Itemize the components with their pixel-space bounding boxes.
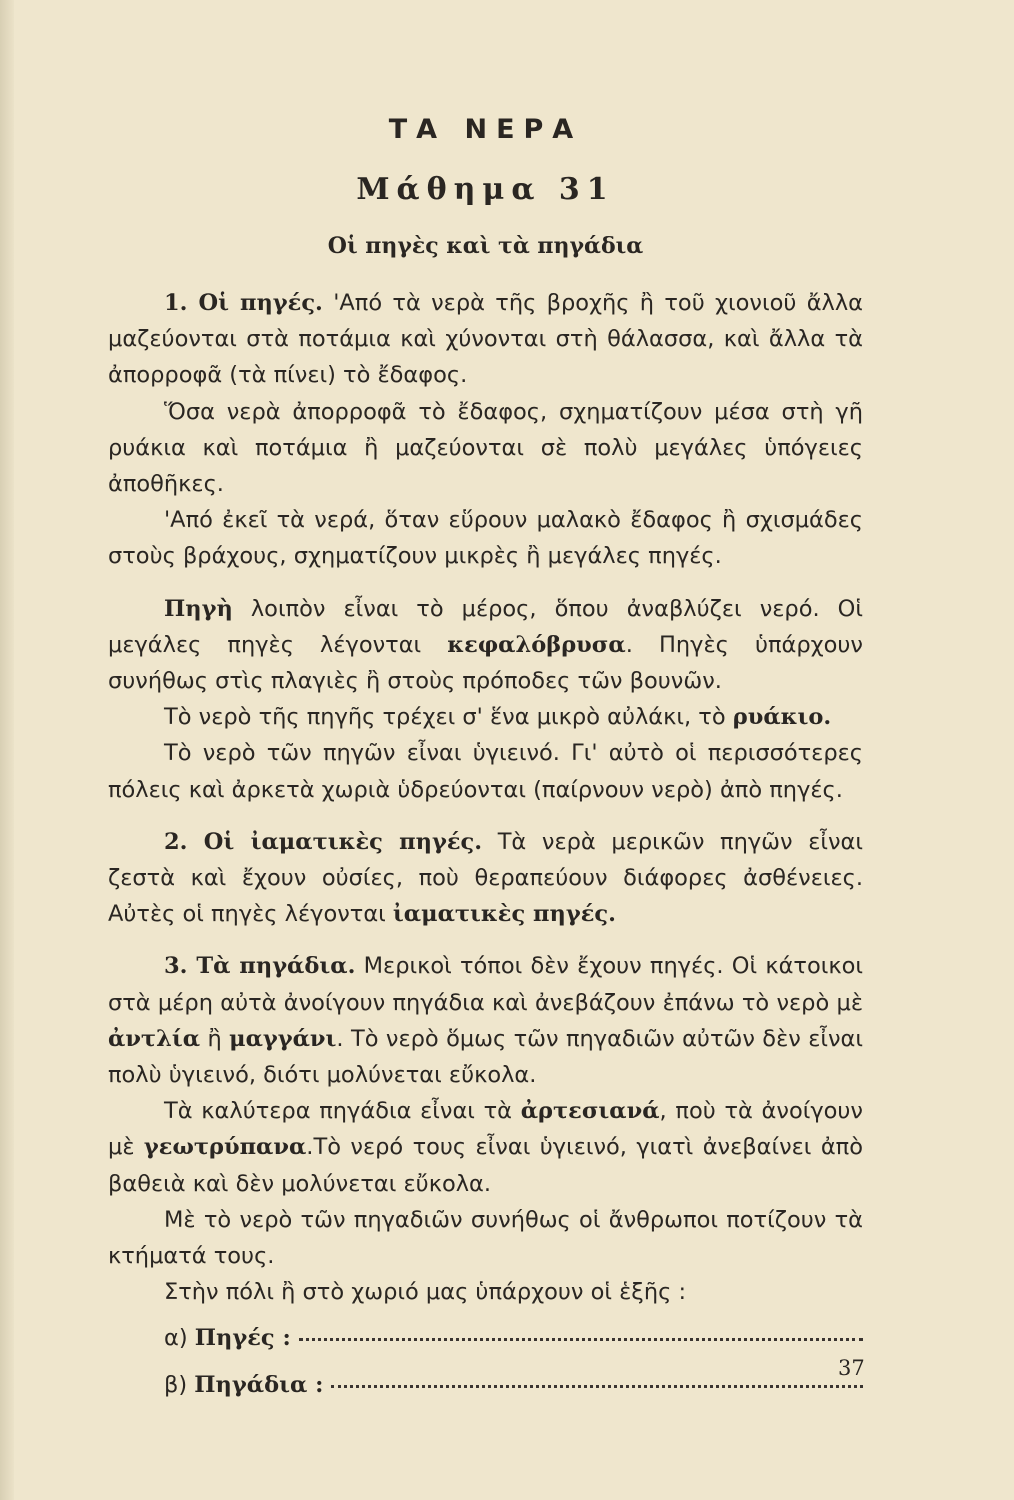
section1-p4 — [108, 591, 863, 700]
section-title: ΤΑ ΝΕΡΑ — [388, 114, 583, 145]
section1-text: 'Από τὰ νερὰ τῆς βροχῆς ἢ τοῦ χιονιοῦ ἄλλα μαζεύονται στὰ ποτάμια καὶ χύνονται στὴ θάλασσα, καὶ ἄλλα τὰ ἀπορροφᾶ (τὰ πίνει) τὸ ἔδαφος. — [108, 290, 863, 389]
exercise-b-prefix: β) — [164, 1371, 188, 1398]
lesson-subtitle: Οἱ πηγὲς καὶ τὰ πηγάδια — [327, 233, 644, 259]
term-ryakio: ρυάκιο. — [732, 704, 832, 731]
section1-p4-text-b: . Πηγὲς ὑπάρχουν συνήθως στὶς πλαγιὲς ἢ στοὺς πρόποδες τῶν βουνῶν. — [108, 631, 863, 695]
section3-p2-text-b: , ποὺ τὰ ἀνοίγουν μὲ — [108, 1098, 863, 1161]
lesson-body — [108, 285, 863, 1403]
section2-heading: 2. Οἱ ἰαματικὲς πηγές. — [164, 828, 483, 855]
section3-p4: Στὴν πόλι ἢ στὸ χωριό μας ὑπάρχουν οἱ ἑξῆς : — [164, 1279, 687, 1306]
page-number: 37 — [838, 1356, 865, 1380]
term-artesiana: ἀρτεσιανά — [520, 1098, 660, 1125]
term-mangani: μαγγάνι — [229, 1025, 337, 1052]
section3-p3: Μὲ τὸ νερὸ τῶν πηγαδιῶν συνήθως οἱ ἄνθρωποι ποτίζουν τὰ κτήματά τους. — [108, 1206, 863, 1270]
exercise-a-prefix: α) — [164, 1325, 188, 1352]
term-pigi: Πηγὴ — [164, 595, 233, 622]
section3-p2-text-a: Τὰ καλύτερα πηγάδια εἶναι τὰ — [164, 1098, 521, 1125]
term-geotrypana: γεωτρύπανα — [143, 1134, 307, 1161]
section1-p2: Ὅσα νερὰ ἀπορροφᾶ τὸ ἔδαφος, σχηματίζουν μέσα στὴ γῆ ρυάκια καὶ ποτάμια ἢ μαζεύονται σὲ πολὺ μεγάλες ὑπόγειες ἀποθῆκες. — [108, 398, 863, 498]
section3-paragraph — [108, 948, 863, 1093]
page-edge — [0, 0, 14, 1500]
section3-p2 — [108, 1093, 863, 1202]
exercise-b-blank[interactable] — [331, 1384, 863, 1388]
term-kefalovrysa: κεφαλόβρυσα — [447, 631, 626, 658]
term-iamatikes: ἰαματικὲς πηγές. — [392, 901, 616, 928]
exercise-row-wells — [108, 1367, 863, 1403]
section3-p2-text-c: .Τὸ νερό τους εἶναι ὑγιεινό, γιατὶ ἀνεβαίνει ἀπὸ βαθειὰ καὶ δὲν μολύνεται εὔκολα. — [108, 1134, 863, 1197]
exercise-row-springs — [108, 1320, 863, 1356]
section1-p5-text: Τὸ νερὸ τῆς πηγῆς τρέχει σ' ἕνα μικρὸ αὐλάκι, τὸ — [164, 704, 733, 731]
exercise-a-blank[interactable] — [299, 1337, 863, 1341]
section1-p6: Τὸ νερὸ τῶν πηγῶν εἶναι ὑγιεινό. Γι' αὐτὸ οἱ περισσότερες πόλεις καὶ ἀρκετὰ χωριὰ ὑδρεύονται (παίρνουν νερὸ) ἀπὸ πηγές. — [108, 740, 863, 803]
section1-heading: 1. Οἱ πηγές. — [164, 290, 323, 316]
term-antlia: ἀντλία — [108, 1025, 201, 1052]
section1-p5 — [108, 699, 863, 735]
section3-text-a: Μερικοὶ τόποι δὲν ἔχουν πηγές. Οἱ κάτοικοι στὰ μέρη αὐτὰ ἀνοίγουν πηγάδια καὶ ἀνεβάζουν ἐπάνω τὸ νερὸ μὲ — [108, 953, 863, 1016]
section2-text: Τὰ νερὰ μερικῶν πηγῶν εἶναι ζεστὰ καὶ ἔχουν οὐσίες, ποὺ θεραπεύουν διάφορες ἀσθένειες. Αὐτὲς οἱ πηγὲς λέγονται — [108, 828, 863, 928]
section1-paragraph — [108, 285, 863, 394]
section3-text-b: ἢ — [200, 1025, 230, 1052]
section3-heading: 3. Τὰ πηγάδια. — [164, 953, 356, 980]
section1-p4-text-a: λοιπὸν εἶναι τὸ μέρος, ὅπου ἀναβλύζει νερό. Οἱ μεγάλες πηγὲς λέγονται — [108, 595, 863, 658]
section2-paragraph — [108, 824, 863, 933]
exercise-b-label: Πηγάδια : — [194, 1371, 324, 1398]
section3-text-c: . Τὸ νερὸ ὅμως τῶν πηγαδιῶν αὐτῶν δὲν εἶναι πολὺ ὑγιεινό, διότι μολύνεται εὔκολα. — [108, 1025, 863, 1089]
section1-p3: 'Από ἐκεῖ τὰ νερά, ὅταν εὕρουν μαλακὸ ἔδαφος ἢ σχισμάδες στοὺς βράχους, σχηματίζουν μικρὲς ἢ μεγάλες πηγές. — [108, 507, 863, 570]
exercise-a-label: Πηγές : — [194, 1325, 291, 1352]
lesson-title: Μάθημα 31 — [356, 172, 615, 207]
